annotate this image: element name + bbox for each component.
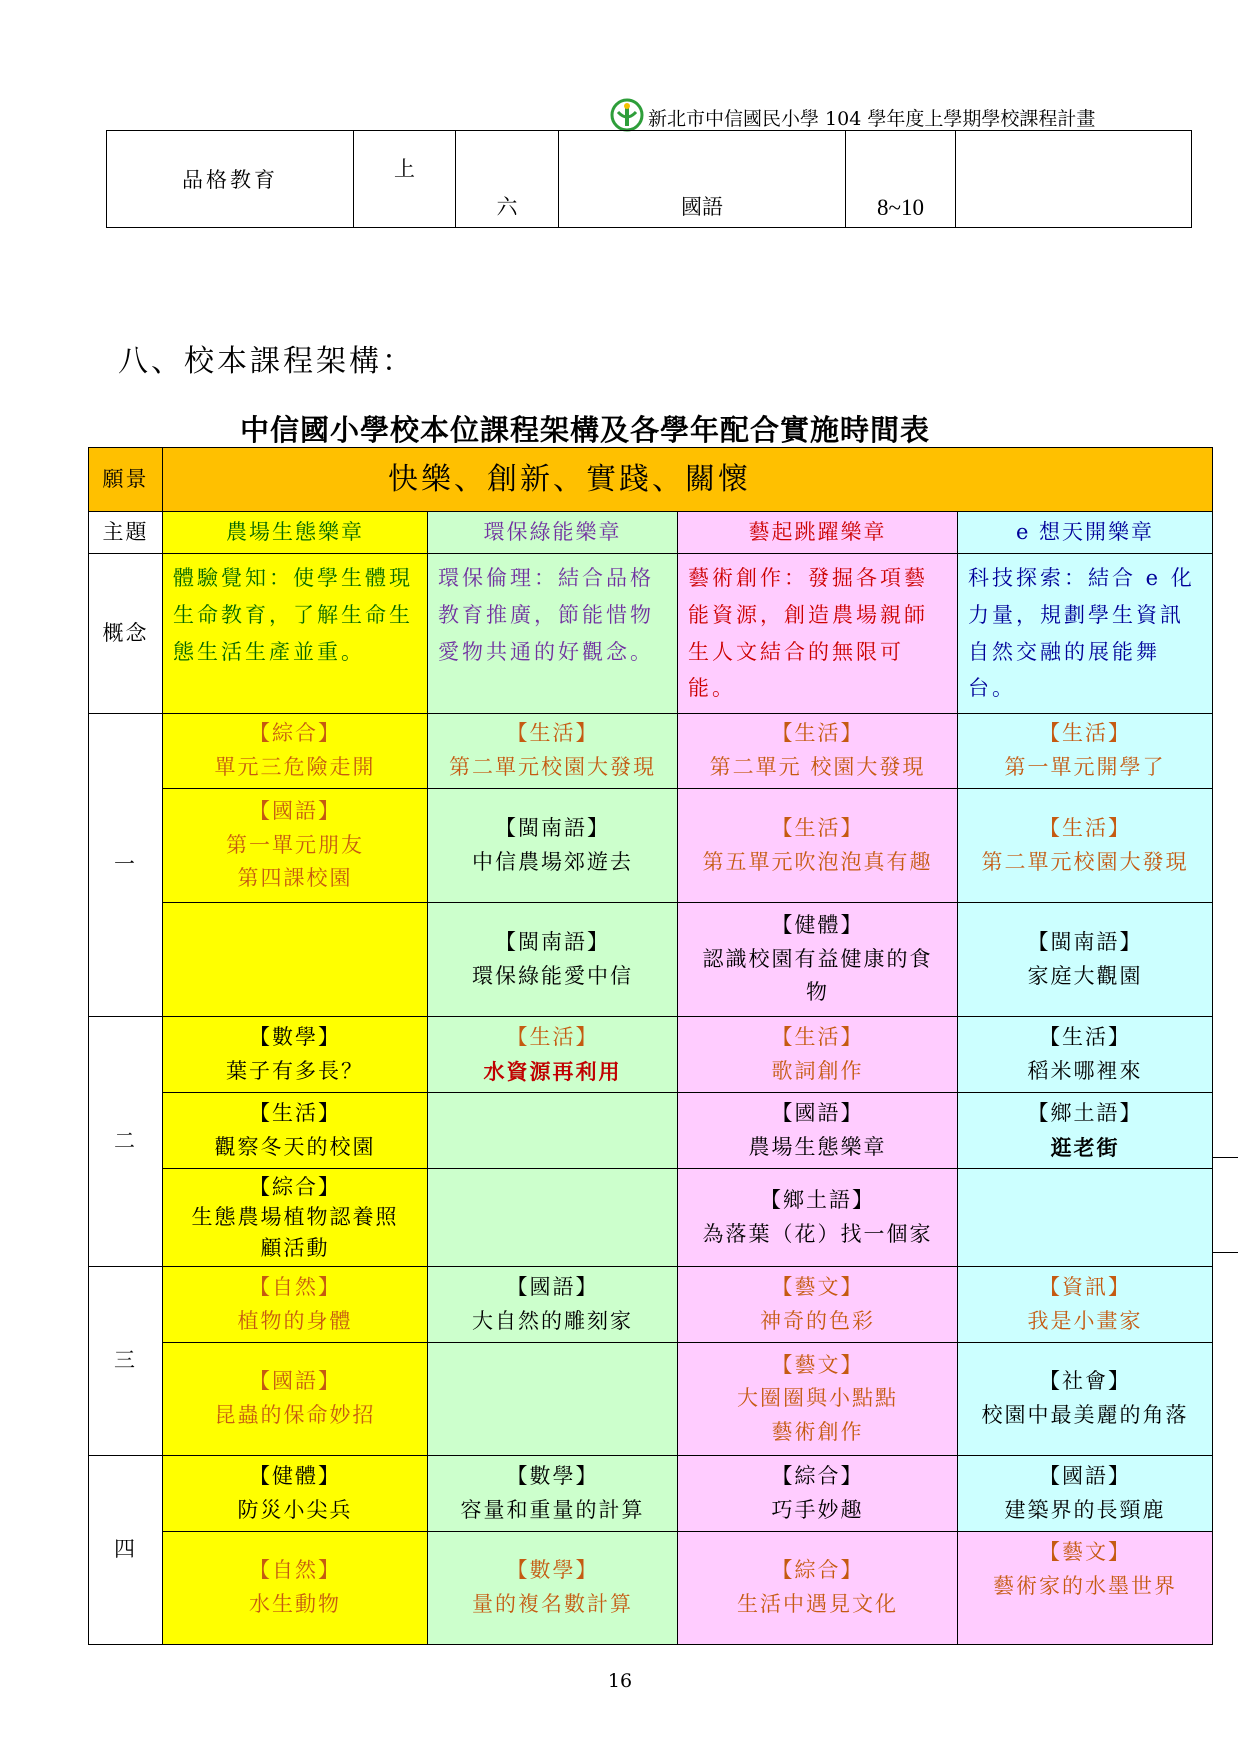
course-cell: 【生活】 第一單元開學了 <box>958 714 1213 789</box>
course-cell: 【生活】 歌詞創作 <box>678 1017 958 1093</box>
course-cell: 【綜合】 生活中遇見文化 <box>678 1532 958 1645</box>
section-title: 八、校本課程架構： <box>118 344 415 379</box>
course-cell: 【國語】 昆蟲的保命妙招 <box>163 1343 428 1456</box>
theme-arts: 藝起跳躍樂章 <box>678 512 958 554</box>
table-row <box>89 1532 1213 1645</box>
course-cell: 【國語】 第一單元朋友 第四課校園 <box>163 789 428 903</box>
course-cell: 【綜合】 巧手妙趣 <box>678 1456 958 1532</box>
grade-label: 二 <box>89 1017 163 1267</box>
course-cell: 【數學】 量的複名數計算 <box>428 1532 678 1645</box>
course-cell: 【藝文】 大圈圈與小點點 藝術創作 <box>678 1343 958 1456</box>
course-cell: 【閩南語】 家庭大觀園 <box>958 903 1213 1017</box>
vision-text: 快樂、創新、實踐、關懷 <box>163 448 1213 512</box>
course-cell: 【生活】 稻米哪裡來 <box>958 1017 1213 1093</box>
table-row <box>89 714 1213 789</box>
course-cell: 【自然】 植物的身體 <box>163 1267 428 1343</box>
course-cell: 【國語】 農場生態樂章 <box>678 1093 958 1169</box>
weeks-cell: 8~10 <box>846 131 956 228</box>
table-row <box>89 1017 1213 1093</box>
course-cell: 【綜合】 單元三危險走開 <box>163 714 428 789</box>
table-line-stub <box>1212 1157 1238 1158</box>
vision-label: 願景 <box>89 448 163 512</box>
theme-tech: e 想天開樂章 <box>958 512 1213 554</box>
grade-label: 三 <box>89 1267 163 1456</box>
curriculum-grid <box>88 447 1213 1645</box>
course-cell: 【鄉土語】 逛老街 <box>958 1093 1213 1169</box>
concept-green: 環保倫理：結合品格教育推廣，節能惜物愛物共通的好觀念。 <box>428 554 678 714</box>
header-title: 新北市中信國民小學 104 學年度上學期學校課程計畫 <box>648 108 1096 130</box>
concept-label: 概念 <box>89 554 163 714</box>
course-cell: 【自然】 水生動物 <box>163 1532 428 1645</box>
course-cell: 【生活】 第二單元校園大發現 <box>958 789 1213 903</box>
concept-arts: 藝術創作：發掘各項藝能資源，創造農場親師生人文結合的無限可能。 <box>678 554 958 714</box>
course-topic-cell: 品格教育 <box>107 131 354 228</box>
note-cell <box>956 131 1192 228</box>
course-cell: 【數學】 葉子有多長？ <box>163 1017 428 1093</box>
theme-farm-ecology: 農場生態樂章 <box>163 512 428 554</box>
page-header <box>610 98 1130 134</box>
top-course-row-table <box>106 130 1192 228</box>
course-cell <box>958 1169 1213 1267</box>
course-cell: 【生活】 水資源再利用 <box>428 1017 678 1093</box>
course-cell: 【藝文】 藝術家的水墨世界 <box>958 1532 1213 1645</box>
course-cell: 【閩南語】 中信農場郊遊去 <box>428 789 678 903</box>
table-line-stub <box>1212 1252 1238 1253</box>
course-cell: 【生活】 觀察冬天的校園 <box>163 1093 428 1169</box>
course-cell: 【藝文】 神奇的色彩 <box>678 1267 958 1343</box>
table-row <box>89 789 1213 903</box>
page-number: 16 <box>607 1670 633 1692</box>
course-cell: 【生活】 第二單元 校園大發現 <box>678 714 958 789</box>
course-cell: 【閩南語】 環保綠能愛中信 <box>428 903 678 1017</box>
course-cell: 【健體】 認識校園有益健康的食 物 <box>678 903 958 1017</box>
grade-cell: 六 <box>456 131 559 228</box>
grade-label: 四 <box>89 1456 163 1645</box>
table-row <box>89 1456 1213 1532</box>
semester-cell: 上 <box>354 131 456 228</box>
table-row <box>89 903 1213 1017</box>
table-title: 中信國小學校本位課程架構及各學年配合實施時間表 <box>240 413 931 447</box>
course-cell: 【國語】 建築界的長頸鹿 <box>958 1456 1213 1532</box>
course-cell: 【國語】 大自然的雕刻家 <box>428 1267 678 1343</box>
course-cell <box>428 1343 678 1456</box>
vision-row <box>89 448 1213 512</box>
concept-row <box>89 554 1213 714</box>
theme-green-energy: 環保綠能樂章 <box>428 512 678 554</box>
course-cell: 【生活】 第五單元吹泡泡真有趣 <box>678 789 958 903</box>
table-row <box>89 1267 1213 1343</box>
subject-cell: 國語 <box>559 131 846 228</box>
table-row <box>89 1169 1213 1267</box>
course-cell: 【數學】 容量和重量的計算 <box>428 1456 678 1532</box>
course-cell: 【社會】 校園中最美麗的角落 <box>958 1343 1213 1456</box>
table-row <box>89 1343 1213 1456</box>
course-cell: 【健體】 防災小尖兵 <box>163 1456 428 1532</box>
table-row <box>107 131 1192 228</box>
school-logo-icon <box>610 98 644 132</box>
theme-label: 主題 <box>89 512 163 554</box>
course-cell: 【鄉土語】 為落葉（花）找一個家 <box>678 1169 958 1267</box>
concept-farm: 體驗覺知：使學生體現生命教育，了解生命生態生活生產並重。 <box>163 554 428 714</box>
course-cell: 【資訊】 我是小畫家 <box>958 1267 1213 1343</box>
grade-label: 一 <box>89 714 163 1017</box>
course-cell <box>428 1093 678 1169</box>
course-cell: 【綜合】 生態農場植物認養照 顧活動 <box>163 1169 428 1267</box>
table-row <box>89 1093 1213 1169</box>
course-cell <box>428 1169 678 1267</box>
concept-tech: 科技探索：結合 e 化力量，規劃學生資訊自然交融的展能舞台。 <box>958 554 1213 714</box>
course-cell <box>163 903 428 1017</box>
course-cell: 【生活】 第二單元校園大發現 <box>428 714 678 789</box>
theme-row <box>89 512 1213 554</box>
